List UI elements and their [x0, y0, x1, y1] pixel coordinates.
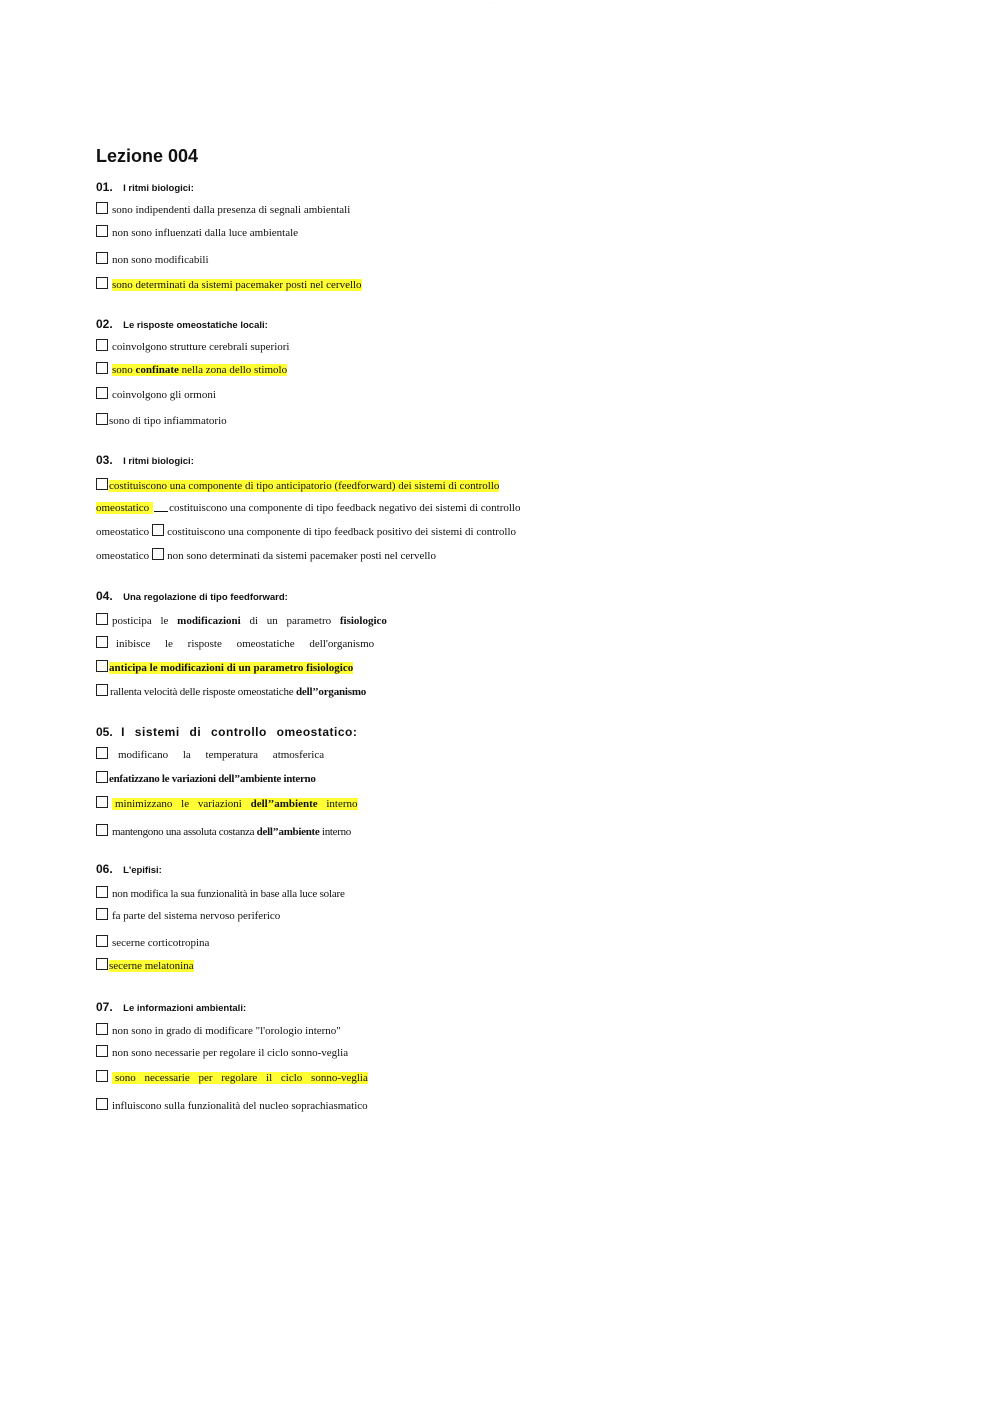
- question-number: 07.: [96, 1000, 113, 1014]
- answer-label: fa parte del sistema nervoso periferico: [112, 910, 281, 922]
- answer-checkbox[interactable]: [96, 636, 108, 648]
- answer-label-bold: dell’’ambiente: [256, 826, 320, 838]
- question-number: 05.: [96, 725, 113, 739]
- answer-checkbox[interactable]: [96, 1023, 108, 1035]
- answer-label-bold: fisiologico: [339, 615, 387, 627]
- question-header: [96, 860, 162, 878]
- answer-checkbox[interactable]: [96, 796, 108, 808]
- answer-label: non sono modificabili: [112, 254, 209, 266]
- answer-checkbox[interactable]: [96, 660, 108, 672]
- answer-option[interactable]: [96, 769, 316, 785]
- answer-option[interactable]: [96, 200, 350, 216]
- answer-option[interactable]: [96, 634, 374, 650]
- question-text: I ritmi biologici:: [123, 456, 194, 467]
- answer-checkbox[interactable]: [154, 501, 168, 512]
- page-header-mark: · · · · ·: [490, 0, 499, 4]
- question-text: Una regolazione di tipo feedforward:: [123, 592, 288, 603]
- answer-option[interactable]: [96, 611, 387, 627]
- answer-option-correct[interactable]: [96, 275, 362, 291]
- answer-checkbox[interactable]: [96, 886, 108, 898]
- answer-label-bold: dell’’ambiente: [250, 798, 318, 810]
- answer-label-bold: dell’’organismo: [295, 686, 367, 698]
- answer-checkbox[interactable]: [96, 362, 108, 374]
- answer-label-part: mantengono una assoluta costanza: [112, 826, 257, 838]
- answer-checkbox[interactable]: [96, 225, 108, 237]
- answer-label-part: nella zona dello stimolo: [178, 364, 288, 376]
- question-header: [96, 587, 288, 605]
- answer-checkbox[interactable]: [96, 613, 108, 625]
- answer-label: non sono influenzati dalla luce ambientale: [112, 227, 299, 239]
- answer-checkbox[interactable]: [152, 548, 164, 560]
- answer-label: inibisce le risposte omeostatiche dell'organismo: [116, 638, 375, 650]
- answer-label[interactable]: costituiscono una componente di tipo feedback positivo dei sistemi di controllo: [167, 526, 517, 538]
- answer-option[interactable]: [96, 1096, 368, 1112]
- answer-checkbox[interactable]: [96, 935, 108, 947]
- answer-label-part: interno: [317, 798, 358, 810]
- question-text: L'epifisi:: [123, 865, 162, 876]
- answer-option-correct[interactable]: [96, 956, 194, 972]
- question-text: Le informazioni ambientali:: [123, 1003, 247, 1014]
- answer-label: enfatizzano le variazioni dell’’ambiente interno: [109, 773, 316, 785]
- question-header: [96, 998, 246, 1016]
- question-text: I ritmi biologici:: [123, 183, 194, 194]
- page-title: Lezione 004: [96, 146, 199, 166]
- answer-label[interactable]: costituiscono una componente di tipo feedback negativo dei sistemi di controllo: [169, 502, 521, 514]
- answer-option[interactable]: [96, 884, 345, 900]
- answer-label: [112, 826, 351, 838]
- answer-option[interactable]: [96, 1043, 348, 1059]
- answer-checkbox[interactable]: [96, 908, 108, 920]
- answer-label-part: di un parametro: [240, 615, 340, 627]
- question-header: [96, 178, 194, 196]
- answer-checkbox[interactable]: [96, 252, 108, 264]
- answer-checkbox[interactable]: [96, 747, 108, 759]
- answer-option[interactable]: [96, 250, 209, 266]
- answer-option[interactable]: [96, 385, 216, 401]
- answer-label: non modifica la sua funzionalità in base alla luce solare: [112, 888, 345, 900]
- answer-option[interactable]: [96, 223, 298, 239]
- answer-label: non sono necessarie per regolare il ciclo sonno-veglia: [112, 1047, 349, 1059]
- answer-label: non sono in grado di modificare "l'orologio interno": [112, 1025, 341, 1037]
- answer-checkbox[interactable]: [96, 1070, 108, 1082]
- question-number: 04.: [96, 589, 113, 603]
- answer-checkbox[interactable]: [96, 824, 108, 836]
- answer-label[interactable]: non sono determinati da sistemi pacemaker posti nel cervello: [167, 550, 436, 562]
- answer-label: coinvolgono gli ormoni: [112, 389, 216, 401]
- answer-option[interactable]: [96, 906, 280, 922]
- answer-option[interactable]: [96, 411, 227, 427]
- answer-option-correct[interactable]: [96, 794, 358, 810]
- answer-label-part: posticipa le: [112, 615, 178, 627]
- answer-label-highlighted: secerne melatonina: [109, 960, 194, 972]
- answer-label: modificano la temperatura atmosferica: [118, 749, 325, 761]
- answer-line: [96, 498, 520, 514]
- answer-checkbox[interactable]: [152, 524, 164, 536]
- question-text: I sistemi di controllo omeostatico:: [121, 725, 358, 739]
- answer-checkbox[interactable]: [96, 277, 108, 289]
- answer-label-highlighted: [112, 798, 358, 810]
- answer-label: influiscono sulla funzionalità del nucleo soprachiasmatico: [112, 1100, 368, 1112]
- question-number: 03.: [96, 453, 113, 467]
- answer-checkbox[interactable]: [96, 202, 108, 214]
- answer-label-part: minimizzano le variazioni: [115, 798, 251, 810]
- answer-label-highlighted: omeostatico: [96, 502, 153, 514]
- answer-checkbox[interactable]: [96, 413, 108, 425]
- answer-option[interactable]: [96, 682, 366, 698]
- answer-label-part: interno: [319, 826, 351, 838]
- answer-label: [112, 615, 387, 627]
- answer-checkbox[interactable]: [96, 387, 108, 399]
- answer-checkbox[interactable]: [96, 1098, 108, 1110]
- answer-checkbox[interactable]: [96, 478, 108, 490]
- answer-option[interactable]: [96, 933, 209, 949]
- answer-label: secerne corticotropina: [112, 937, 210, 949]
- answer-label-part: sono: [112, 364, 136, 376]
- answer-line: [96, 522, 516, 538]
- answer-option[interactable]: [96, 745, 324, 761]
- question-header: [96, 451, 194, 469]
- answer-checkbox[interactable]: [96, 958, 108, 970]
- answer-label: sono indipendenti dalla presenza di segnali ambientali: [112, 204, 351, 216]
- answer-option-correct[interactable]: [96, 360, 287, 376]
- question-header: [96, 723, 357, 741]
- answer-label: [110, 686, 366, 698]
- answer-label-highlighted: sono necessarie per regolare il ciclo sonno-veglia: [112, 1072, 368, 1084]
- question-number: 01.: [96, 180, 113, 194]
- answer-line: [96, 546, 436, 562]
- answer-option-correct[interactable]: [96, 476, 499, 492]
- answer-label-highlighted: anticipa le modificazioni di un parametro fisiologico: [109, 662, 354, 674]
- answer-label-bold: confinate: [135, 364, 179, 376]
- answer-option[interactable]: [96, 822, 351, 838]
- question-text: Le risposte omeostatiche locali:: [123, 320, 268, 331]
- answer-option[interactable]: [96, 1021, 341, 1037]
- answer-label-part: rallenta velocità delle risposte omeostatiche: [110, 686, 296, 698]
- answer-option-correct[interactable]: [96, 658, 353, 674]
- answer-checkbox[interactable]: [96, 339, 108, 351]
- answer-option-correct[interactable]: [96, 1068, 368, 1084]
- question-number: 02.: [96, 317, 113, 331]
- answer-label-highlighted: costituiscono una componente di tipo anticipatorio (feedforward) dei sistemi di controllo: [109, 480, 500, 492]
- answer-checkbox[interactable]: [96, 684, 108, 696]
- answer-label-bold: modificazioni: [177, 615, 241, 627]
- answer-label-highlighted: sono determinati da sistemi pacemaker posti nel cervello: [112, 279, 362, 291]
- answer-checkbox[interactable]: [96, 1045, 108, 1057]
- answer-label: coinvolgono strutture cerebrali superiori: [112, 341, 290, 353]
- answer-checkbox[interactable]: [96, 771, 108, 783]
- answer-label: sono di tipo infiammatorio: [109, 415, 227, 427]
- question-number: 06.: [96, 862, 113, 876]
- answer-label-part: omeostatico: [96, 550, 150, 562]
- question-header: [96, 315, 268, 333]
- answer-label-highlighted: [112, 364, 287, 376]
- answer-label-part: omeostatico: [96, 526, 150, 538]
- answer-option[interactable]: [96, 337, 289, 353]
